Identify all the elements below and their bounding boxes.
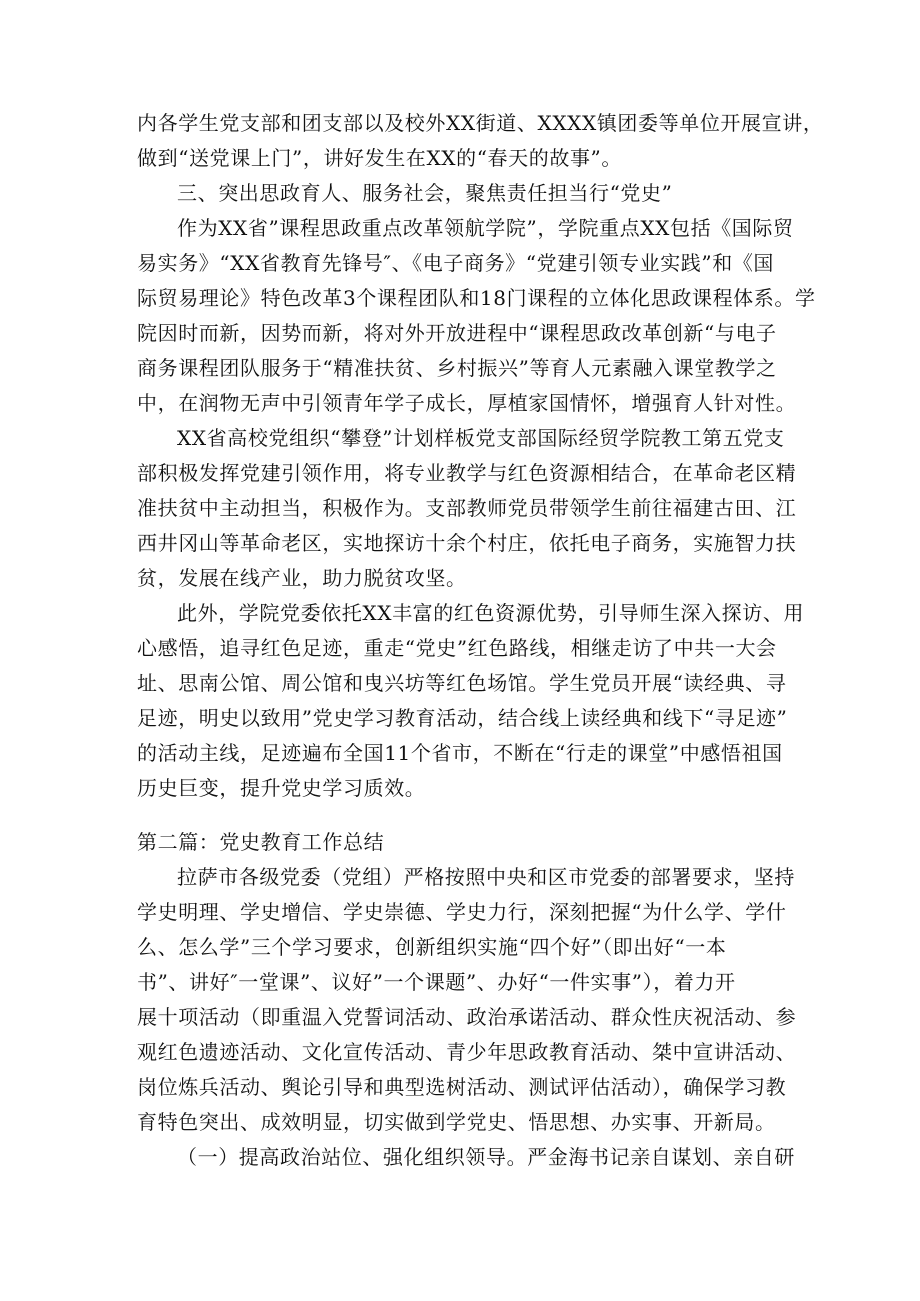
text-line: 易实务》“XX省教育先锋号″、《电子商务》“党建引领专业实践”和《国 [137, 251, 775, 275]
text-line: 作为XX省”课程思政重点改革领航学院”，学院重点XX包括《国际贸 [177, 216, 794, 240]
text-line: 贫，发展在线产业，助力脱贫攻坚。 [137, 566, 467, 590]
chapter-heading: 第二篇：党史教育工作总结 [137, 830, 385, 854]
text-line: 商务课程团队服务于“精准扶贫、乡村振兴”等育人元素融入课堂教学之 [137, 356, 777, 380]
text-line: 书”、讲好″一堂课”、议好”一个课题”、办好“一件实事”），着力开 [137, 970, 736, 994]
text-line: 观红色遗迹活动、文化宣传活动、青少年思政教育活动、桀中宣讲活动、 [137, 1040, 797, 1064]
text-line: 育特色突出、成效明显，切实做到学党史、悟思想、办实事、开新局。 [137, 1110, 776, 1134]
text-line: 西井冈山等革命老区，实地探访十余个村庄，依托电子商务，实施智力扶 [137, 531, 797, 555]
text-line: 中，在润物无声中引领青年学子成长，厚植家国情怀，增强育人针对性。 [137, 391, 797, 415]
text-line: 足迹，明史以致用”党史学习教育活动，结合线上读经典和线下“寻足迹” [137, 706, 788, 730]
text-line: 展十项活动（即重温入党誓词活动、政治承诺活动、群众性庆祝活动、参 [137, 1005, 797, 1029]
text-line: XX省高校党组织“攀登”计划样板党支部国际经贸学院教工第五党支 [177, 426, 785, 450]
text-line: 院因时而新，因势而新，将对外开放进程中“课程思政改革创新“与电子 [137, 321, 777, 345]
text-line: 部积极发挥党建引领作用，将专业教学与红色资源相结合，在革命老区精 [137, 461, 797, 485]
text-line: 准扶贫中主动担当，积极作为。支部教师党员带领学生前往福建古田、江 [137, 496, 797, 520]
text-line: 拉萨市各级党委（党组）严格按照中央和区市党委的部署要求，坚持 [177, 865, 795, 889]
text-line: 岗位炼兵活动、舆论引导和典型选树活动、测试评估活动），确保学习教 [137, 1075, 787, 1099]
text-line: 内各学生党支部和团支部以及校外XX街道、XXXX镇团委等单位开展宣讲， [137, 111, 824, 135]
text-line: 际贸易理论》特色改革3个课程团队和18门课程的立体化思政课程体系。学 [137, 286, 816, 310]
text-line: 此外，学院党委依托XX丰富的红色资源优势，引导师生深入探访、用 [177, 601, 805, 625]
text-line: 历史巨变，提升党史学习质效。 [137, 776, 426, 800]
text-line: 心感悟，追寻红色足迹，重走“党史”红色路线，相继走访了中共一大会 [137, 636, 777, 660]
section-heading: 三、突出思政育人、服务社会，聚焦责任担当行“党史” [177, 181, 673, 205]
text-line: 址、思南公馆、周公馆和曳兴坊等红色场馆。学生党员开展“读经典、寻 [137, 671, 787, 695]
text-line: 做到“送党课上门”，讲好发生在XX的“春天的故事”。 [137, 146, 622, 170]
text-line: 的活动主线，足迹遍布全国11个省市，不断在“行走的课堂”中感悟祖国 [137, 741, 783, 765]
text-line: （一）提高政治站位、强化组织领导。严金海书记亲自谋划、亲自研 [177, 1145, 795, 1169]
text-line: 么、怎么学”三个学习要求，创新组织实施“四个好”（即出好“一本 [137, 935, 727, 959]
text-line: 学史明理、学史增信、学史崇德、学史力行，深刻把握“为什么学、学什 [137, 900, 787, 924]
